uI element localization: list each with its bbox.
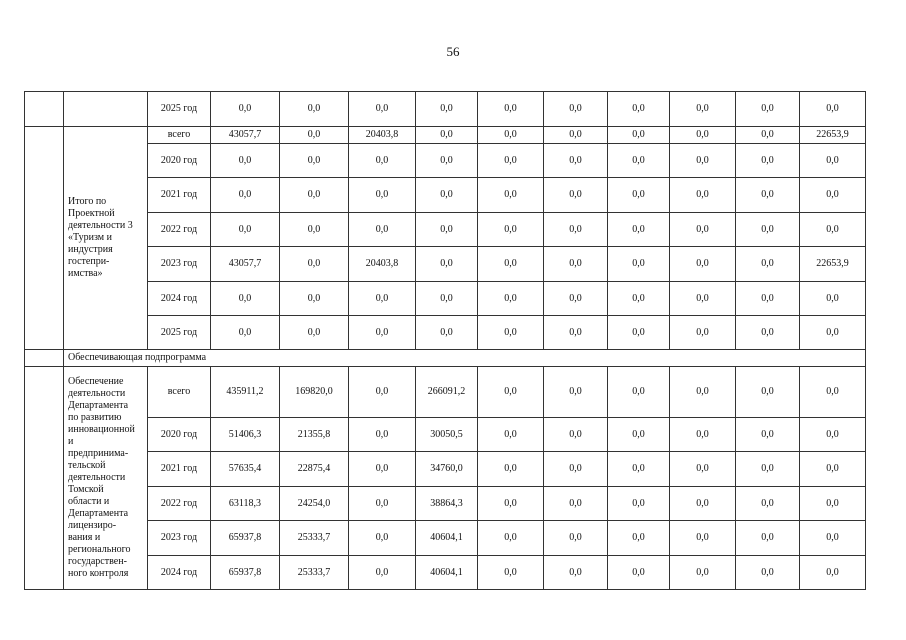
value-cell: 0,0 (608, 418, 670, 452)
value-cell: 0,0 (478, 127, 544, 144)
row-name-cell: Обеспечение деятельности Департамента по развитию инновационной и предпринима- тельской деятельности Томской области и Департамента лицензиро- вания и регионального государствен- ного контроля (64, 367, 148, 590)
year-cell: 2021 год (148, 452, 211, 487)
value-cell: 0,0 (800, 178, 866, 213)
value-cell: 0,0 (800, 316, 866, 350)
value-cell: 0,0 (670, 316, 736, 350)
value-cell: 0,0 (736, 92, 800, 127)
value-cell: 0,0 (608, 556, 670, 590)
value-cell: 0,0 (608, 316, 670, 350)
table-row (25, 418, 866, 452)
year-cell: 2025 год (148, 92, 211, 127)
value-cell: 20403,8 (349, 247, 416, 282)
value-cell: 0,0 (670, 487, 736, 521)
value-cell: 0,0 (800, 556, 866, 590)
value-cell: 0,0 (544, 487, 608, 521)
value-cell: 0,0 (544, 418, 608, 452)
section-row (25, 350, 866, 367)
value-cell: 0,0 (280, 178, 349, 213)
year-cell: 2024 год (148, 282, 211, 316)
value-cell: 0,0 (280, 127, 349, 144)
value-cell: 0,0 (608, 92, 670, 127)
value-cell: 0,0 (608, 452, 670, 487)
value-cell: 0,0 (349, 178, 416, 213)
value-cell: 0,0 (349, 213, 416, 247)
value-cell: 0,0 (800, 367, 866, 418)
value-cell: 0,0 (736, 367, 800, 418)
value-cell: 0,0 (736, 178, 800, 213)
year-cell: 2025 год (148, 316, 211, 350)
table-row (25, 247, 866, 282)
value-cell: 0,0 (416, 247, 478, 282)
value-cell: 22875,4 (280, 452, 349, 487)
value-cell: 0,0 (608, 487, 670, 521)
row-number-cell (25, 350, 64, 367)
value-cell: 0,0 (349, 92, 416, 127)
value-cell: 0,0 (416, 316, 478, 350)
value-cell: 65937,8 (211, 521, 280, 556)
value-cell: 0,0 (349, 367, 416, 418)
table-row (25, 127, 866, 144)
value-cell: 0,0 (478, 367, 544, 418)
value-cell: 0,0 (608, 521, 670, 556)
value-cell: 0,0 (544, 316, 608, 350)
value-cell: 25333,7 (280, 521, 349, 556)
value-cell: 0,0 (478, 487, 544, 521)
value-cell: 43057,7 (211, 127, 280, 144)
value-cell: 0,0 (349, 521, 416, 556)
value-cell: 435911,2 (211, 367, 280, 418)
row-number-cell (25, 367, 64, 590)
value-cell: 0,0 (736, 487, 800, 521)
value-cell: 0,0 (211, 316, 280, 350)
year-cell: 2020 год (148, 144, 211, 178)
value-cell: 0,0 (608, 178, 670, 213)
value-cell: 0,0 (800, 521, 866, 556)
value-cell: 0,0 (544, 178, 608, 213)
year-cell: 2020 год (148, 418, 211, 452)
value-cell: 0,0 (478, 452, 544, 487)
year-cell: 2021 год (148, 178, 211, 213)
value-cell: 0,0 (416, 92, 478, 127)
value-cell: 0,0 (349, 487, 416, 521)
value-cell: 0,0 (211, 213, 280, 247)
table-row (25, 452, 866, 487)
row-number-cell (25, 127, 64, 350)
value-cell: 0,0 (800, 92, 866, 127)
value-cell: 0,0 (670, 452, 736, 487)
value-cell: 0,0 (544, 452, 608, 487)
value-cell: 30050,5 (416, 418, 478, 452)
value-cell: 0,0 (670, 367, 736, 418)
value-cell: 0,0 (416, 213, 478, 247)
value-cell: 0,0 (544, 367, 608, 418)
year-cell: всего (148, 367, 211, 418)
value-cell: 0,0 (211, 178, 280, 213)
value-cell: 65937,8 (211, 556, 280, 590)
value-cell: 0,0 (800, 487, 866, 521)
value-cell: 0,0 (608, 213, 670, 247)
value-cell: 22653,9 (800, 127, 866, 144)
section-title: Обеспечивающая подпрограмма (64, 350, 866, 367)
row-number-cell (25, 92, 64, 127)
value-cell: 0,0 (670, 521, 736, 556)
value-cell: 0,0 (736, 213, 800, 247)
value-cell: 0,0 (736, 452, 800, 487)
value-cell: 0,0 (670, 418, 736, 452)
value-cell: 0,0 (670, 92, 736, 127)
value-cell: 0,0 (478, 418, 544, 452)
value-cell: 266091,2 (416, 367, 478, 418)
value-cell: 0,0 (544, 521, 608, 556)
table-row (25, 521, 866, 556)
year-cell: 2022 год (148, 487, 211, 521)
value-cell: 0,0 (670, 282, 736, 316)
table-row (25, 144, 866, 178)
value-cell: 0,0 (736, 521, 800, 556)
value-cell: 51406,3 (211, 418, 280, 452)
value-cell: 0,0 (280, 316, 349, 350)
table-row (25, 282, 866, 316)
value-cell: 0,0 (608, 144, 670, 178)
value-cell: 0,0 (416, 178, 478, 213)
value-cell: 0,0 (736, 316, 800, 350)
value-cell: 0,0 (349, 282, 416, 316)
value-cell: 0,0 (800, 452, 866, 487)
value-cell: 0,0 (670, 127, 736, 144)
row-name-cell: Итого по Проектной деятельности 3 «Туризм и индустрия гостепри- имства» (64, 127, 148, 350)
value-cell: 0,0 (670, 178, 736, 213)
value-cell: 0,0 (670, 556, 736, 590)
value-cell: 0,0 (211, 92, 280, 127)
value-cell: 0,0 (608, 367, 670, 418)
value-cell: 0,0 (800, 282, 866, 316)
budget-table (24, 91, 866, 590)
value-cell: 0,0 (736, 418, 800, 452)
value-cell: 43057,7 (211, 247, 280, 282)
value-cell: 0,0 (280, 247, 349, 282)
value-cell: 21355,8 (280, 418, 349, 452)
value-cell: 38864,3 (416, 487, 478, 521)
value-cell: 25333,7 (280, 556, 349, 590)
table-row (25, 213, 866, 247)
value-cell: 0,0 (736, 144, 800, 178)
value-cell: 0,0 (211, 144, 280, 178)
value-cell: 0,0 (544, 247, 608, 282)
value-cell: 0,0 (349, 316, 416, 350)
value-cell: 0,0 (211, 282, 280, 316)
value-cell: 0,0 (280, 144, 349, 178)
value-cell: 0,0 (280, 282, 349, 316)
value-cell: 0,0 (608, 127, 670, 144)
table-row (25, 316, 866, 350)
value-cell: 0,0 (608, 247, 670, 282)
value-cell: 0,0 (800, 418, 866, 452)
year-cell: 2023 год (148, 247, 211, 282)
table-row (25, 367, 866, 418)
value-cell: 63118,3 (211, 487, 280, 521)
value-cell: 0,0 (478, 282, 544, 316)
value-cell: 0,0 (349, 418, 416, 452)
value-cell: 0,0 (736, 127, 800, 144)
year-cell: 2022 год (148, 213, 211, 247)
table-row (25, 556, 866, 590)
value-cell: 0,0 (608, 282, 670, 316)
value-cell: 0,0 (478, 556, 544, 590)
table-row (25, 487, 866, 521)
value-cell: 57635,4 (211, 452, 280, 487)
value-cell: 0,0 (544, 92, 608, 127)
value-cell: 0,0 (478, 144, 544, 178)
value-cell: 0,0 (416, 144, 478, 178)
value-cell: 0,0 (544, 282, 608, 316)
value-cell: 0,0 (544, 144, 608, 178)
value-cell: 24254,0 (280, 487, 349, 521)
row-name-cell (64, 92, 148, 127)
value-cell: 0,0 (800, 144, 866, 178)
table-row (25, 178, 866, 213)
value-cell: 22653,9 (800, 247, 866, 282)
value-cell: 0,0 (670, 213, 736, 247)
value-cell: 0,0 (280, 213, 349, 247)
value-cell: 0,0 (349, 452, 416, 487)
value-cell: 0,0 (736, 282, 800, 316)
value-cell: 0,0 (544, 127, 608, 144)
value-cell: 0,0 (478, 92, 544, 127)
value-cell: 0,0 (478, 213, 544, 247)
value-cell: 0,0 (416, 127, 478, 144)
value-cell: 34760,0 (416, 452, 478, 487)
table-row (25, 92, 866, 127)
value-cell: 0,0 (478, 521, 544, 556)
value-cell: 0,0 (544, 213, 608, 247)
value-cell: 0,0 (544, 556, 608, 590)
value-cell: 0,0 (280, 92, 349, 127)
value-cell: 0,0 (670, 247, 736, 282)
value-cell: 0,0 (416, 282, 478, 316)
value-cell: 0,0 (736, 247, 800, 282)
value-cell: 0,0 (478, 178, 544, 213)
value-cell: 40604,1 (416, 556, 478, 590)
page-number: 56 (446, 44, 460, 59)
value-cell: 0,0 (349, 556, 416, 590)
value-cell: 40604,1 (416, 521, 478, 556)
value-cell: 0,0 (800, 213, 866, 247)
year-cell: 2023 год (148, 521, 211, 556)
table-body (25, 92, 866, 590)
value-cell: 0,0 (736, 556, 800, 590)
value-cell: 0,0 (670, 144, 736, 178)
year-cell: 2024 год (148, 556, 211, 590)
value-cell: 169820,0 (280, 367, 349, 418)
value-cell: 0,0 (478, 316, 544, 350)
value-cell: 0,0 (349, 144, 416, 178)
year-cell: всего (148, 127, 211, 144)
value-cell: 20403,8 (349, 127, 416, 144)
value-cell: 0,0 (478, 247, 544, 282)
